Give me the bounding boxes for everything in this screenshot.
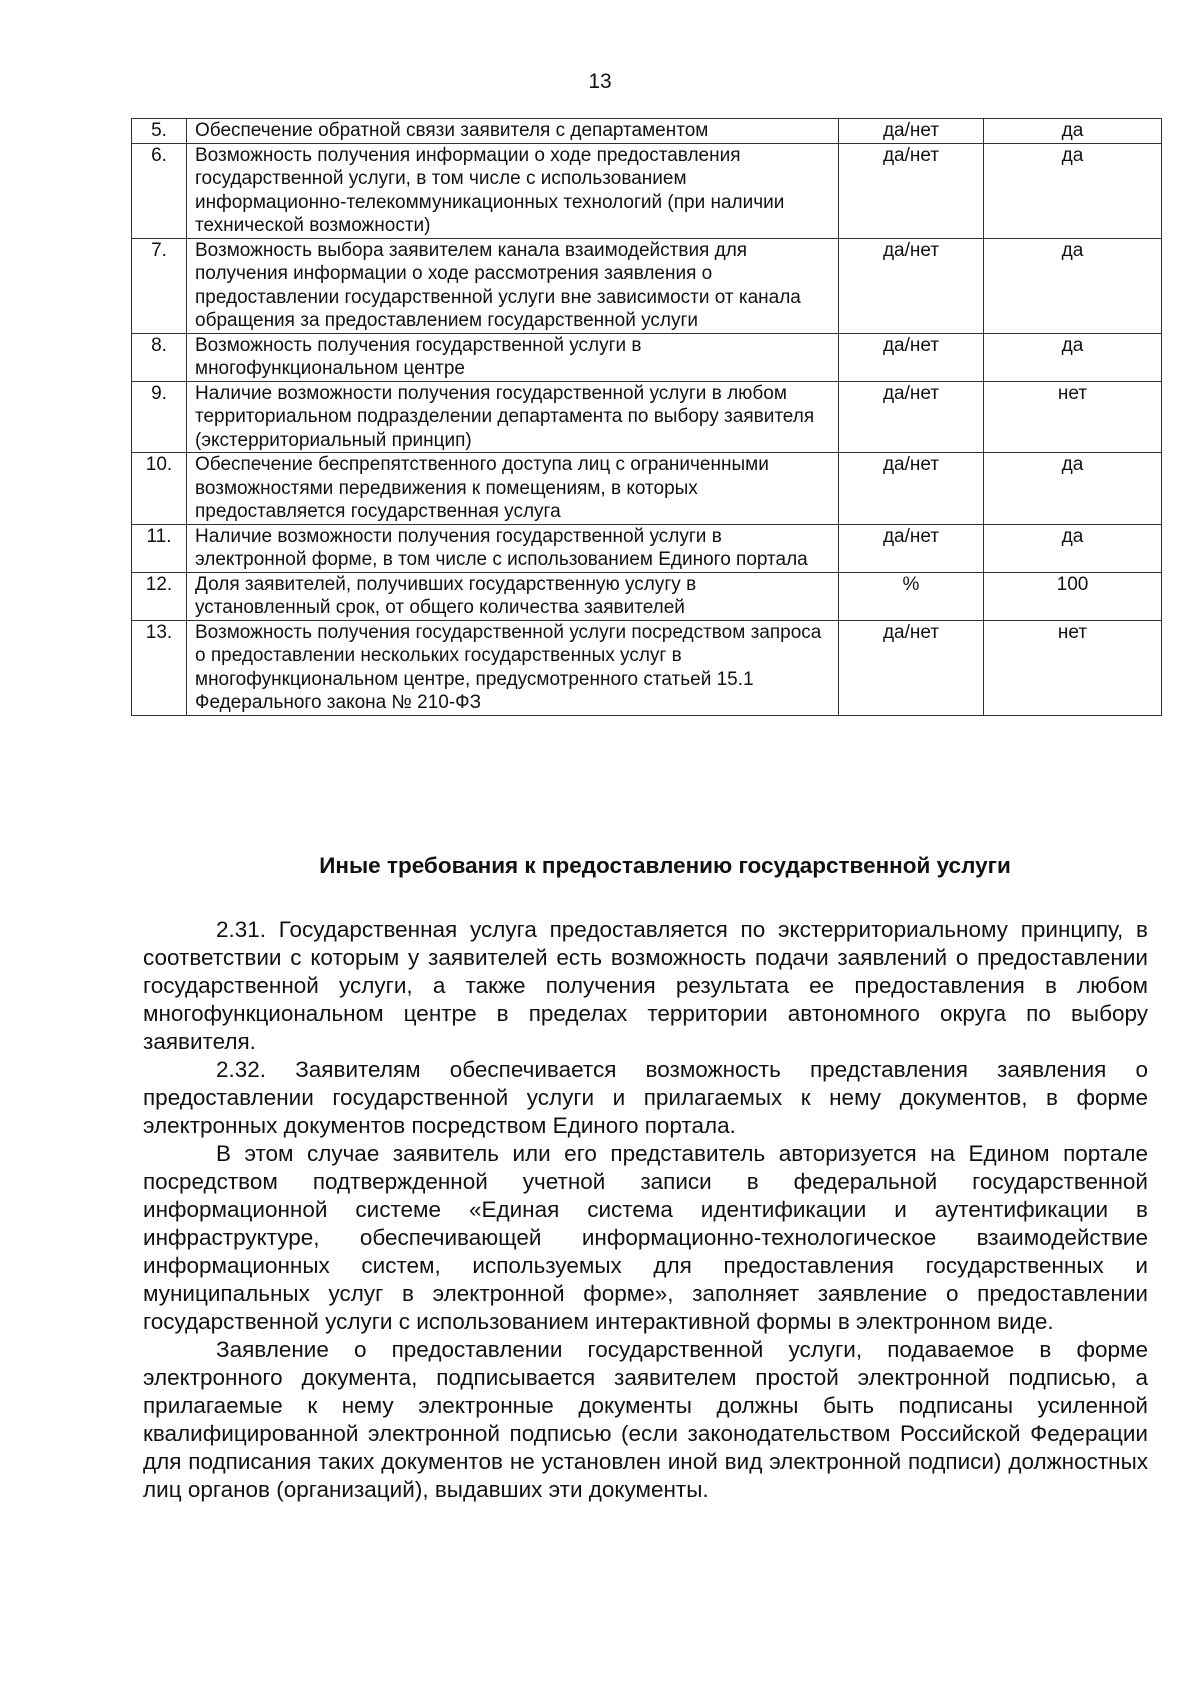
table-row [132, 524, 1162, 572]
indicator-name: Возможность получения государственной услуги в многофункциональном центре [187, 333, 839, 381]
indicator-unit: % [839, 572, 984, 620]
row-number: 8. [132, 333, 187, 381]
paragraph-signature: Заявление о предоставлении государственной услуги, подаваемое в форме электронного документа, подписывается заявителем простой электронной подписью, а прилагаемые к нему электронные документы должны быть подписаны усиленной квалифицированной электронной подписью (если законодательством Российской Федерации для подписания таких документов не установлен иной вид электронной подписи) должностных лиц органов (организаций), выдавших эти документы. [143, 1337, 1148, 1502]
paragraph-authorization: В этом случае заявитель или его представитель авторизуется на Едином портале посредством подтвержденной учетной записи в федеральной государственной информационной системе «Единая система идентификации и аутентификации в инфраструктуре, обеспечивающей информационно-технологическое взаимодействие информационных систем, используемых для предоставления государственных и муниципальных услуг в электронной форме», заполняет заявление о предоставлении государственной услуги с использованием интерактивной формы в электронном виде. [143, 1141, 1148, 1334]
indicator-name: Возможность выбора заявителем канала взаимодействия для получения информации о ходе рассмотрения заявления о предоставлении государственной услуги вне зависимости от канала обращения за предоставлением государственной услуги [187, 238, 839, 333]
indicator-name: Наличие возможности получения государственной услуги в электронной форме, в том числе с использованием Единого портала [187, 524, 839, 572]
table-row [132, 453, 1162, 525]
indicator-name: Обеспечение обратной связи заявителя с департаментом [187, 119, 839, 144]
table-row [132, 620, 1162, 715]
indicator-value: да [984, 119, 1162, 144]
body-text [143, 916, 1148, 1504]
table-row [132, 143, 1162, 238]
indicator-name: Доля заявителей, получивших государственную услугу в установленный срок, от общего количества заявителей [187, 572, 839, 620]
row-number: 5. [132, 119, 187, 144]
page-number: 13 [588, 70, 612, 93]
indicator-value: да [984, 238, 1162, 333]
table-row [132, 238, 1162, 333]
table-row [132, 333, 1162, 381]
indicator-value: нет [984, 381, 1162, 453]
indicator-name: Возможность получения информации о ходе предоставления государственной услуги, в том числе с использованием информационно-телекоммуникационных технологий (при наличии технической возможности) [187, 143, 839, 238]
indicator-value: да [984, 143, 1162, 238]
indicator-unit: да/нет [839, 381, 984, 453]
table-row [132, 381, 1162, 453]
table-row [132, 119, 1162, 144]
indicator-name: Обеспечение беспрепятственного доступа лиц с ограниченными возможностями передвижения к помещениям, в которых предоставляется государственная услуга [187, 453, 839, 525]
indicator-unit: да/нет [839, 119, 984, 144]
indicator-unit: да/нет [839, 238, 984, 333]
indicator-value: да [984, 333, 1162, 381]
indicator-name: Возможность получения государственной услуги посредством запроса о предоставлении нескольких государственных услуг в многофункциональном центре, предусмотренного статьей 15.1 Федерального закона № 210-ФЗ [187, 620, 839, 715]
row-number: 12. [132, 572, 187, 620]
indicator-value: да [984, 453, 1162, 525]
paragraph-2-31: 2.31. Государственная услуга предоставляется по экстерриториальному принципу, в соответствии с которым у заявителей есть возможность подачи заявлений о предоставлении государственной услуги, а также получения результата ее предоставления в любом многофункциональном центре в пределах территории автономного округа по выбору заявителя. [143, 917, 1148, 1054]
row-number: 9. [132, 381, 187, 453]
indicator-unit: да/нет [839, 453, 984, 525]
table-row [132, 572, 1162, 620]
row-number: 7. [132, 238, 187, 333]
paragraph-2-32: 2.32. Заявителям обеспечивается возможность представления заявления о предоставлении государственной услуги и прилагаемых к нему документов, в форме электронных документов посредством Единого портала. [143, 1057, 1148, 1138]
row-number: 11. [132, 524, 187, 572]
indicator-value: да [984, 524, 1162, 572]
indicator-unit: да/нет [839, 524, 984, 572]
indicator-unit: да/нет [839, 620, 984, 715]
indicator-value: нет [984, 620, 1162, 715]
row-number: 13. [132, 620, 187, 715]
indicator-value: 100 [984, 572, 1162, 620]
indicators-table [131, 118, 1162, 716]
row-number: 6. [132, 143, 187, 238]
indicator-unit: да/нет [839, 333, 984, 381]
row-number: 10. [132, 453, 187, 525]
indicator-name: Наличие возможности получения государственной услуги в любом территориальном подразделении департамента по выбору заявителя (экстерриториальный принцип) [187, 381, 839, 453]
indicator-unit: да/нет [839, 143, 984, 238]
section-title: Иные требования к предоставлению государственной услуги [319, 853, 1011, 878]
